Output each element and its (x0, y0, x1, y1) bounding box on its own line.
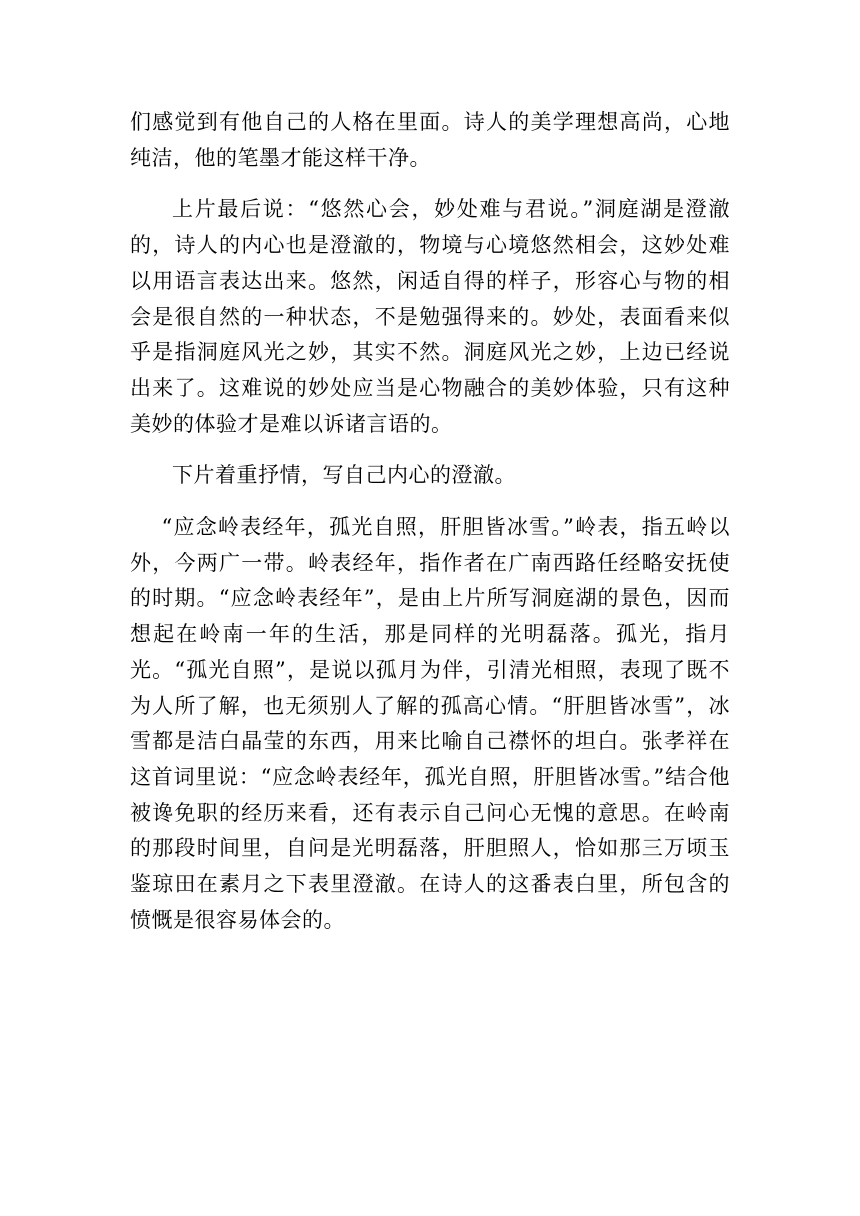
paragraph-4: “应念岭表经年，孤光自照，肝胆皆冰雪。”岭表，指五岭以外，今两广一带。岭表经年，指作者在广南西路任经略安抚使的时期。“应念岭表经年”，是由上片所写洞庭湖的景色，因而想起在岭南一年的生活，那是同样的光明磊落。孤光，指月光。“孤光自照”，是说以孤月为伴，引清光相照，表现了既不为人所了解，也无须别人了解的孤高心情。“肝胆皆冰雪”，冰雪都是洁白晶莹的东西，用来比喻自己襟怀的坦白。张孝祥在这首词里说：“应念岭表经年，孤光自照，肝胆皆冰雪。”结合他被谗免职的经历来看，还有表示自己问心无愧的意思。在岭南的那段时间里，自问是光明磊落，肝胆照人，恰如那三万顷玉鉴琼田在素月之下表里澄澈。在诗人的这番表白里，所包含的愤慨是很容易体会的。 (130, 515, 730, 932)
article-body (130, 105, 730, 954)
paragraph-1: 们感觉到有他自己的人格在里面。诗人的美学理想高尚，心地纯洁，他的笔墨才能这样干净。 (130, 110, 730, 170)
paragraph-3: 下片着重抒情，写自己内心的澄澈。 (172, 463, 516, 488)
paragraph-2: 上片最后说：“悠然心会，妙处难与君说。”洞庭湖是澄澈的，诗人的内心也是澄澈的，物境与心境悠然相会，这妙处难以用语言表达出来。悠然，闲适自得的样子，形容心与物的相会是很自然的一种状态，不是勉强得来的。妙处，表面看来似乎是指洞庭风光之妙，其实不然。洞庭风光之妙，上边已经说出来了。这难说的妙处应当是心物融合的美妙体验，只有这种美妙的体验才是难以诉诸言语的。 (130, 197, 730, 436)
